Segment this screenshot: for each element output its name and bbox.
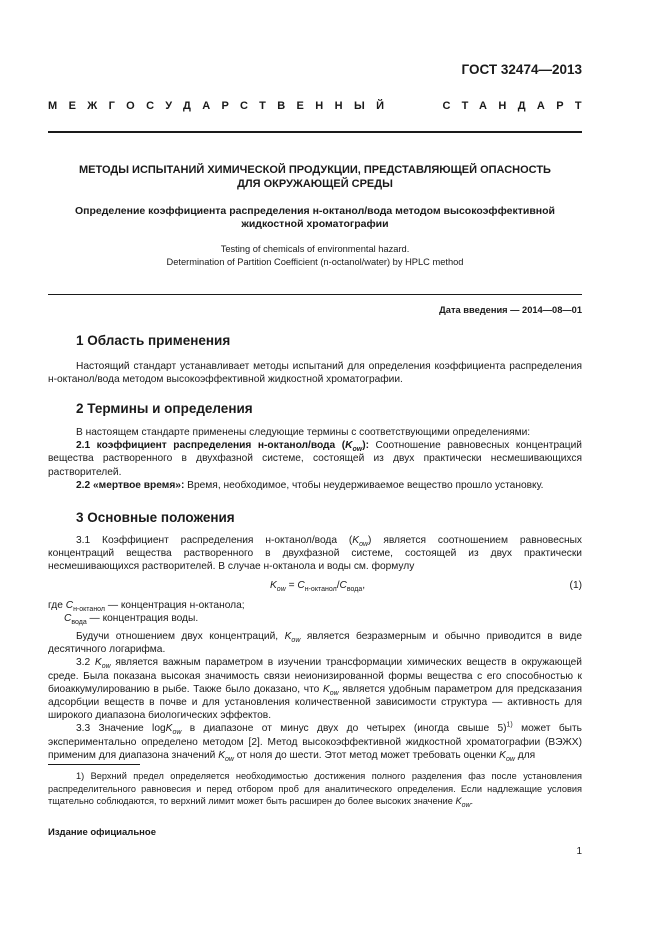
symbol-k: K [284,631,292,642]
term-2-1-definition: Соотношение равновесных концентраций вещества растворенного в двухфазной системе, состоящей из двух практически несмешивающихся растворителей. [48,440,582,478]
symbol-c: C [339,580,347,591]
header-divider [48,131,582,133]
page-number: 1 [576,846,582,857]
sub-water: вода [71,619,87,627]
symbol-k: K [165,723,173,735]
formula-expression [270,580,366,594]
title-line-2: ДЛЯ ОКРУЖАЮЩЕЙ СРЕДЫ [237,177,393,190]
symbol-k: K [352,535,360,546]
where-1-text: — концентрация н-октанола; [105,600,245,611]
banner-word-standard: СТАНДАРТ [442,100,593,112]
paragraph-3-3 [48,722,582,762]
paragraph-3-2 [48,656,582,722]
banner-word-interstate: МЕЖГОСУДАРСТВЕННЫЙ [48,100,396,112]
footnote-text-b: . [470,796,474,807]
term-2-1-close: ): [362,440,369,452]
symbol-k: K [345,440,353,452]
sub-octanol: н-октанол [73,606,106,614]
term-2-2-definition: Время, необходимое, чтобы неудерживаемое вещество прошло установку. [184,479,544,491]
symbol-k: K [455,796,462,807]
p33-c: может быть экспериментально определено методом [2]. Метод высокоэффективной жидкостной хроматографии (ВЭЖХ) применим для диапазона значений [48,723,582,761]
where-line-2 [48,612,582,625]
formula-number: (1) [569,580,582,591]
term-2-2-title: 2.2 «мертвое время»: [76,479,185,491]
subtitle-line-2: жидкостной хроматографии [241,218,389,230]
introduction-date: Дата введения — 2014—08—01 [439,305,582,315]
subtitle-line-1: Определение коэффициента распределения н-октанол/вода методом высокоэффективной [74,205,556,217]
sub-water: вода [346,586,363,594]
symbol-ow: ow [329,689,339,697]
p32-a: 3.2 [76,657,95,669]
symbol-c: C [297,580,305,591]
formula-explanation [48,599,582,625]
symbol-c: C [65,600,74,611]
english-title [48,243,582,269]
symbol-ow: ow [276,586,286,594]
footnote-ref[interactable]: 1) [506,722,513,730]
p32-b: является важным параметром в изучении трансформации химических веществ в окружающей среде. Была показана высокая значимость связи неионизированной формы вещества с его способностью к биоаккумулированию в рыбе. Также было доказано, что [48,657,582,695]
term-2-1-title: 2.1 коэффициент распределения н-октанол/вода ( [76,440,346,452]
english-title-line-2: Determination of Partition Coefficient (n-octanol/water) by HPLC method [166,257,464,267]
document-title [48,164,582,191]
p31-text-b: ) является соотношением равновесных концентраций вещества растворенного в двухфазной системе, состоящей из двух практически несмешивающихся растворителей. В случае н-октанола и воды см. формулу [48,535,582,573]
symbol-ow: ow [291,637,301,645]
footnote [48,770,582,808]
paragraph-dimensionless [48,630,582,656]
section-3-paragraph-3-1 [48,534,582,574]
slash: / [336,580,340,591]
footnote-text-a: 1) Верхний предел определяется необходимостью достижения полного разделения фаз после установления распределительного равновесия и перед отбором проб для аналитического определения. Если надлежащие условия тщательно соблюдаются, то верхний лимит может быть расширен до более высоких значение [48,771,582,807]
term-2-2 [48,479,582,492]
symbol-ow: ow [225,755,234,763]
section-3-remaining [48,630,582,762]
p33-a: 3.3 Значение log [76,723,166,735]
symbol-ow: ow [359,541,369,549]
footnote-divider [48,764,140,765]
p33-d: от ноля до шести. Этот метод может требовать оценки [233,749,500,761]
p33-e: для [514,749,536,761]
comma: , [362,580,366,591]
section-1-paragraph: Настоящий стандарт устанавливает методы испытаний для определения коэффициента распределения н-октанол/вода методом высокоэффективной жидкостной хроматографии. [48,361,582,386]
section-1-heading: 1 Область применения [76,333,231,348]
title-line-1: МЕТОДЫ ИСПЫТАНИЙ ХИМИЧЕСКОЙ ПРОДУКЦИИ, ПРЕДСТАВЛЯЮЩЕЙ ОПАСНОСТЬ [79,164,551,176]
symbol-c: C [64,613,72,625]
section-3-heading: 3 Основные положения [76,510,235,525]
paragraph-3-1 [48,534,582,574]
symbol-k: K [218,749,225,761]
symbol-ow: ow [172,729,182,737]
symbol-ow: ow [352,446,363,454]
standard-code: ГОСТ 32474—2013 [461,62,582,77]
symbol-ow: ow [461,802,471,810]
section-2-body [48,426,582,492]
document-subtitle [48,205,582,231]
symbol-k: K [499,749,506,761]
symbol-k: K [322,683,330,695]
p32-c: является удобным параметром для предсказания адсорбции веществ в почве и для установления количественной зависимости структура — активность для широкого диапазона биологических эффектов. [48,683,583,722]
interstate-standard-banner [48,100,593,112]
section-2-intro: В настоящем стандарте применены следующие термины с соответствующими определениями: [76,427,531,438]
p31-text-a: 3.1 Коэффициент распределения н-октанол/вода ( [76,535,353,546]
symbol-k: K [270,580,277,591]
section-2-heading: 2 Термины и определения [76,401,253,416]
where-line-1 [48,599,582,612]
footnote-text [48,770,582,808]
official-edition-label: Издание официальное [48,827,156,838]
title-divider [48,294,582,295]
term-2-1 [48,439,582,479]
p33-b: в диапазоне от минус двух до четырех (иногда свыше 5) [181,723,507,735]
equals-sign: = [285,580,298,591]
symbol-ow: ow [505,755,515,763]
p-dim-b: является безразмерным и обычно приводится в виде десятичного логарифма. [48,631,582,656]
section-1-body [48,360,582,386]
p-dim-a: Будучи отношением двух концентраций, [76,631,285,642]
sub-octanol: н-октанол [304,586,337,594]
english-title-line-1: Testing of chemicals of environmental hazard. [220,244,410,254]
symbol-k: K [94,657,102,669]
symbol-ow: ow [101,663,111,671]
where-word: где [48,600,66,611]
where-2-text: — концентрация воды. [86,613,199,625]
